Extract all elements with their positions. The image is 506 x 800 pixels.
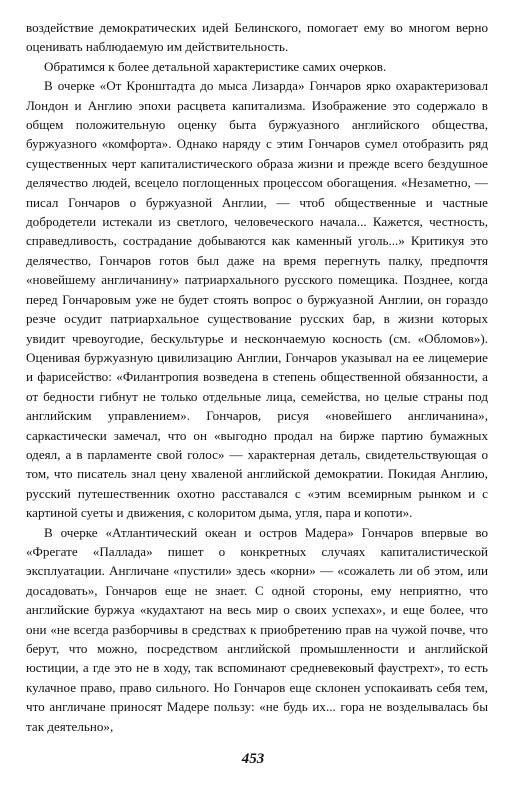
paragraph-continuation: воздействие демократических идей Белинского, помогает ему во многом верно оценивать наблюдаемую им действительность. [26, 20, 488, 55]
paragraph-intro: Обратимся к более детальной характеристике самих очерков. [44, 58, 387, 74]
page-body [26, 18, 488, 736]
page-number: 453 [241, 751, 265, 767]
paragraph-madeira-essay: В очерке «Атлантический океан и остров Мадера» Гончаров впервые во «Фрегате «Паллада» пишет о конкретных случаях капиталистической эксплуатации. Англичане «пустили» здесь «корни» — «сожалеть ли об этом, или досадовать», Гончаров еще не знает. С одной стороны, ему неприятно, что английские буржуа «кудахтают на весь мир о своих успехах», и еще более, что они «не всегда разборчивы в средствах к приобретению прав на чужой почве, что берут, что можно, посредством английской промышленности и английской юстиции, а где это не в ходу, так вспоминают средневековый фаустрехт», то есть кулачное право, право сильного. Но Гончаров еще склонен успокаивать себя тем, что англичане приносят Мадере пользу: «не будь их... гора не возделывалась бы так деятельно», [26, 524, 488, 734]
paragraph-kronshtadt-essay: В очерке «От Кронштадта до мыса Лизарда» Гончаров ярко охарактеризовал Лондон и Англию эпохи расцвета капитализма. Изображение это содержало в общем положительную оценку быта буржуазного английского общества, буржуазного «комфорта». Однако наряду с этим Гончаров сумел отобразить ряд существенных черт капиталистического образа жизни и прежде всего бездушное делячество людей, всецело поглощенных процессом обогащения. «Незаметно, — писал Гончаров о буржуазной Англии, — чтоб общественные и частные добродетели истекали из светлого, человеческого начала... Кажется, честность, справедливость, сострадание добываются как каменный уголь...» Критикуя это делячество, Гончаров готов был даже на время перегнуть палку, предпочтя «новейшему англичанину» патриархального русского помещика. Позднее, когда перед Гончаровым уже не будет стоять вопрос о буржуазной Англии, он гораздо резче осудит патриархальное существование русских бар, в жизни которых увидит чревоугодие, бескультурье и нескончаемую косность (см. «Обломов»). Оценивая буржуазную цивилизацию Англии, Гончаров указывал на ее лицемерие и фарисейство: «Филантропия возведена в степень общественной обязанности, а от бедности гибнут не только отдельные лица, семейства, но целые страны под английским управлением». Гончаров, рисуя «новейшего англичанина», саркастически замечал, что он «выгодно продал на бирже партию бумажных одеял, а в парламенте свой голос» — характерная деталь, свидетельствующая о том, что писатель знал цену хваленой английской демократии. Покидая Англию, русский путешественник охотно расставался с «этим всемирным рынком и с картиной суеты и движения, с колоритом дыма, угля, пара и копоти». [26, 78, 488, 521]
